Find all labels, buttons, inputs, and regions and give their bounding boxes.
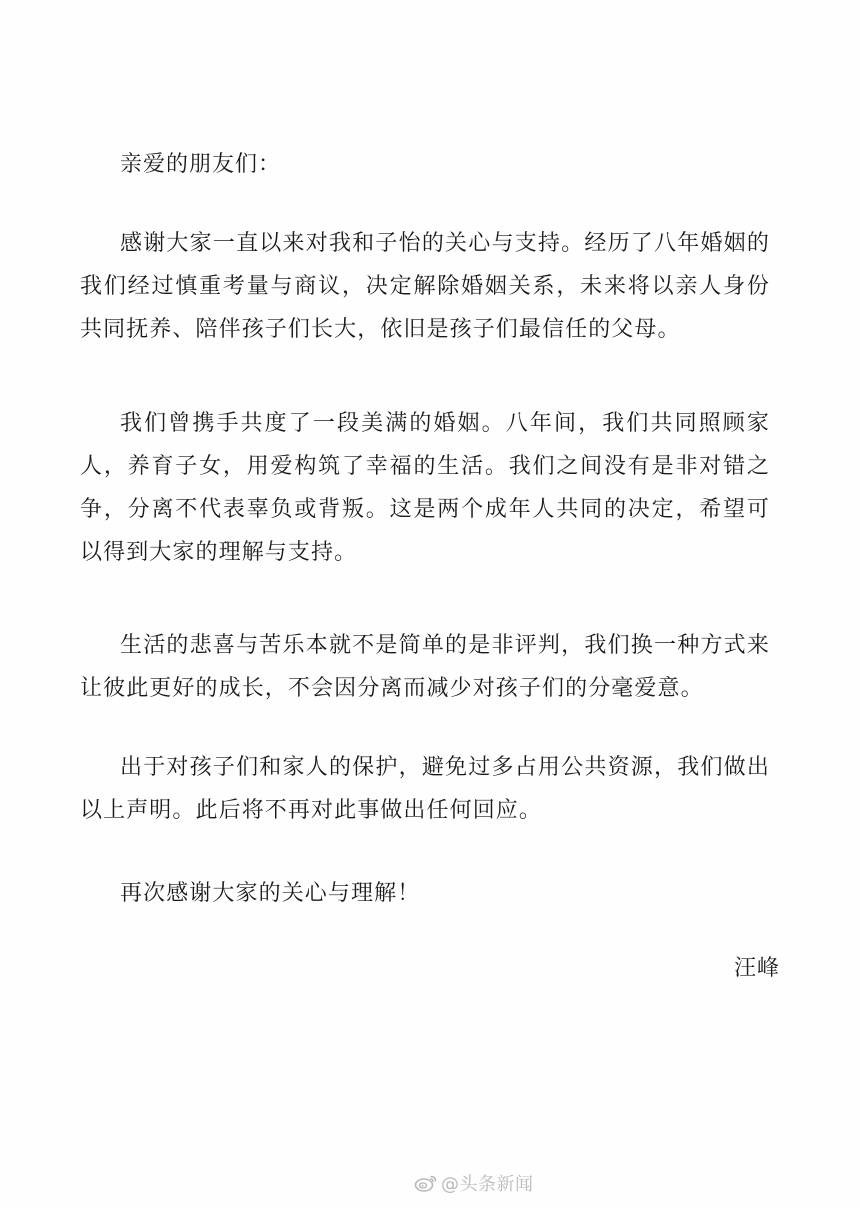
letter-paragraph-2: 我们曾携手共度了一段美满的婚姻。八年间，我们共同照顾家人，养育子女，用爱构筑了幸福的生活。我们之间没有是非对错之争，分离不代表辜负或背叛。这是两个成年人共同的决定，希望可以得到大家的理解与支持。 bbox=[80, 411, 770, 565]
watermark bbox=[414, 1170, 534, 1196]
letter-paragraph-3: 生活的悲喜与苦乐本就不是简单的是非评判，我们换一种方式来让彼此更好的成长，不会因分离而减少对孩子们的分毫爱意。 bbox=[80, 633, 770, 701]
weibo-icon bbox=[414, 1173, 438, 1193]
letter-paragraph-1: 感谢大家一直以来对我和子怡的关心与支持。经历了八年婚姻的我们经过慎重考量与商议，决定解除婚姻关系，未来将以亲人身份共同抚养、陪伴孩子们长大，依旧是孩子们最信任的父母。 bbox=[80, 231, 770, 342]
watermark-text: @头条新闻 bbox=[441, 1174, 534, 1195]
letter-greeting: 亲爱的朋友们： bbox=[120, 152, 282, 177]
letter-paragraph-5: 再次感谢大家的关心与理解！ bbox=[120, 881, 421, 906]
letter-signature: 汪峰 bbox=[733, 956, 780, 981]
letter-paragraph-4: 出于对孩子们和家人的保护，避免过多占用公共资源，我们做出以上声明。此后将不再对此事做出任何回应。 bbox=[80, 755, 770, 823]
